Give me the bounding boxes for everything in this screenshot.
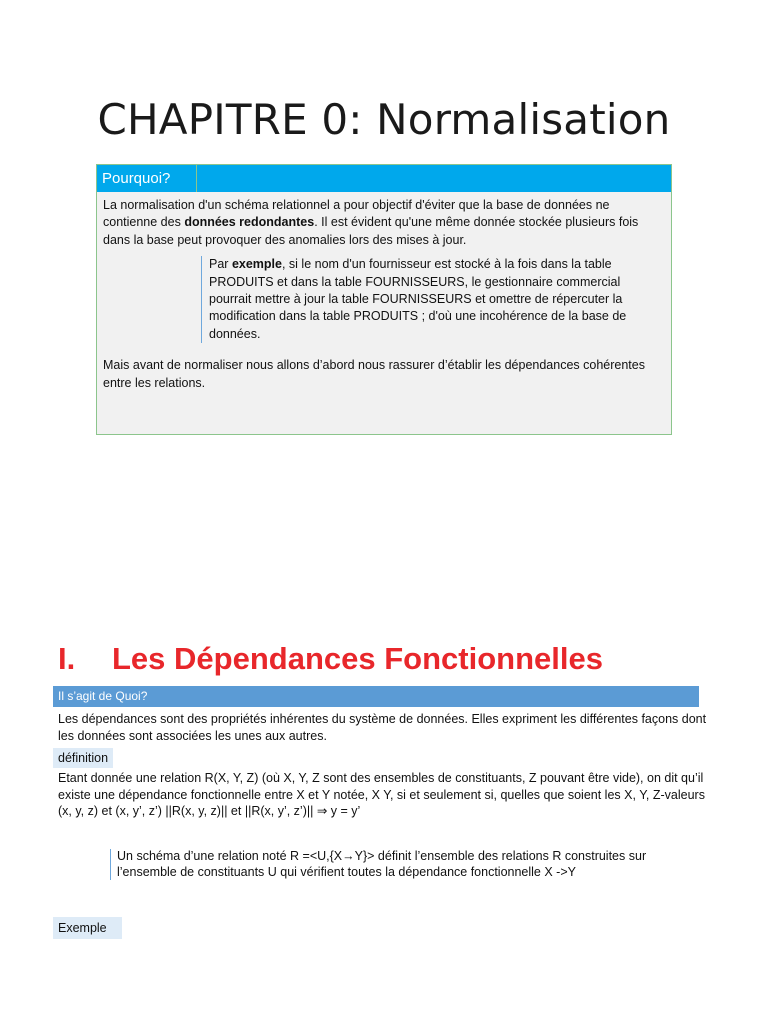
why-paragraph-1	[103, 197, 665, 249]
definition-label: définition	[53, 748, 113, 768]
para1-text-a: La normalisation d'un schéma relationnel a pour objectif d'éviter que la base de données ne contienne des	[103, 198, 610, 230]
section-intro: Les dépendances sont des propriétés inhérentes du système de données. Elles expriment les différentes façons dont les données sont associées les unes aux autres.	[58, 712, 707, 743]
example-text-b: , si le nom d'un fournisseur est stocké à la fois dans la table PRODUITS et dans la table FOURNISSEURS, le gestionnaire commercial pourrait mettre à jour la table FOURNISSEURS et omettre de répercuter la modification dans la table PRODUITS ; d'où une incohérence de la base de données.	[209, 257, 627, 341]
section-heading	[58, 641, 603, 677]
why-box-header	[97, 165, 671, 192]
example-quote	[201, 256, 655, 343]
why-paragraph-3: Mais avant de normaliser nous allons d’abord nous rassurer d’établir les dépendances cohérentes entre les relations.	[103, 358, 645, 390]
example-text-a: Par	[209, 257, 232, 272]
why-box	[96, 164, 672, 435]
section-heading-text: Les Dépendances Fonctionnelles	[112, 641, 603, 676]
example-label: Exemple	[53, 917, 122, 939]
definition-text: Etant donnée une relation R(X, Y, Z) (où X, Y, Z sont des ensembles de constituants, Z pouvant être vide), on dit qu’il existe une dépendance fonctionnelle entre X et Y notée, X Y, si et seulement si, quelles que soient les X, Y, Z-valeurs (x, y, z) et (x, y’, z’) ||R(x, y, z)|| et ||R(x, y’, z’)|| ⇒ y = y’	[58, 771, 705, 819]
chapter-title: CHAPITRE 0: Normalisation	[97, 95, 671, 144]
para1-text-b: . Il est évident qu'une même donnée stockée plusieurs fois dans la base peut provoquer des anomalies lors des mises à jour.	[103, 215, 639, 247]
section-number: I.	[58, 641, 76, 676]
section-bar: Il s’agit de Quoi?	[53, 686, 699, 707]
why-box-tab: Pourquoi?	[97, 165, 197, 192]
relation-schema-quote: Un schéma d’une relation noté R =<U,{X→Y}> définit l’ensemble des relations R construites sur l’ensemble de constituants U qui vérifient toutes la dépendance fonctionnelle X ->Y	[110, 849, 707, 880]
why-box-body	[97, 192, 671, 392]
example-bold: exemple	[231, 257, 282, 272]
para1-bold: données redondantes	[184, 215, 315, 230]
